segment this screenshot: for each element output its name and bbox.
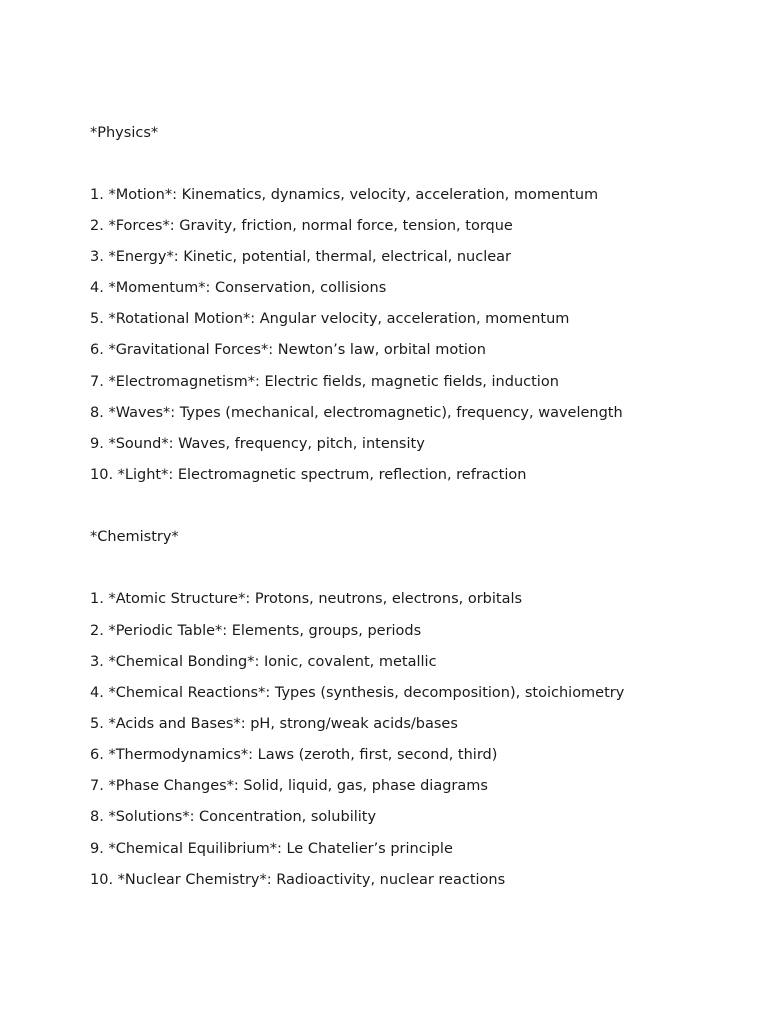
list-item: 10. *Nuclear Chemistry*: Radioactivity, nuclear reactions xyxy=(90,872,506,888)
list-item: 3. *Chemical Bonding*: Ionic, covalent, metallic xyxy=(90,654,437,670)
list-item: 10. *Light*: Electromagnetic spectrum, reflection, refraction xyxy=(90,467,527,483)
list-item: 7. *Phase Changes*: Solid, liquid, gas, phase diagrams xyxy=(90,778,488,794)
list-item: 2. *Periodic Table*: Elements, groups, periods xyxy=(90,623,422,639)
list-item: 9. *Chemical Equilibrium*: Le Chatelier’s principle xyxy=(90,841,453,857)
list-item: 3. *Energy*: Kinetic, potential, thermal, electrical, nuclear xyxy=(90,249,512,265)
list-item: 6. *Thermodynamics*: Laws (zeroth, first, second, third) xyxy=(90,747,498,763)
list-item: 5. *Rotational Motion*: Angular velocity, acceleration, momentum xyxy=(90,311,570,327)
list-item: 4. *Chemical Reactions*: Types (synthesis, decomposition), stoichiometry xyxy=(90,685,625,701)
section-heading-chemistry: *Chemistry* xyxy=(90,529,179,545)
section-heading-physics: *Physics* xyxy=(90,125,159,141)
list-item: 4. *Momentum*: Conservation, collisions xyxy=(90,280,387,296)
list-item: 8. *Solutions*: Concentration, solubility xyxy=(90,809,377,825)
list-item: 2. *Forces*: Gravity, friction, normal force, tension, torque xyxy=(90,218,513,234)
list-item: 8. *Waves*: Types (mechanical, electromagnetic), frequency, wavelength xyxy=(90,405,623,421)
list-item: 7. *Electromagnetism*: Electric fields, magnetic fields, induction xyxy=(90,374,559,390)
list-item: 1. *Atomic Structure*: Protons, neutrons, electrons, orbitals xyxy=(90,591,523,607)
list-item: 1. *Motion*: Kinematics, dynamics, velocity, acceleration, momentum xyxy=(90,187,599,203)
list-item: 9. *Sound*: Waves, frequency, pitch, intensity xyxy=(90,436,425,452)
list-item: 5. *Acids and Bases*: pH, strong/weak acids/bases xyxy=(90,716,458,732)
list-item: 6. *Gravitational Forces*: Newton’s law, orbital motion xyxy=(90,342,486,358)
